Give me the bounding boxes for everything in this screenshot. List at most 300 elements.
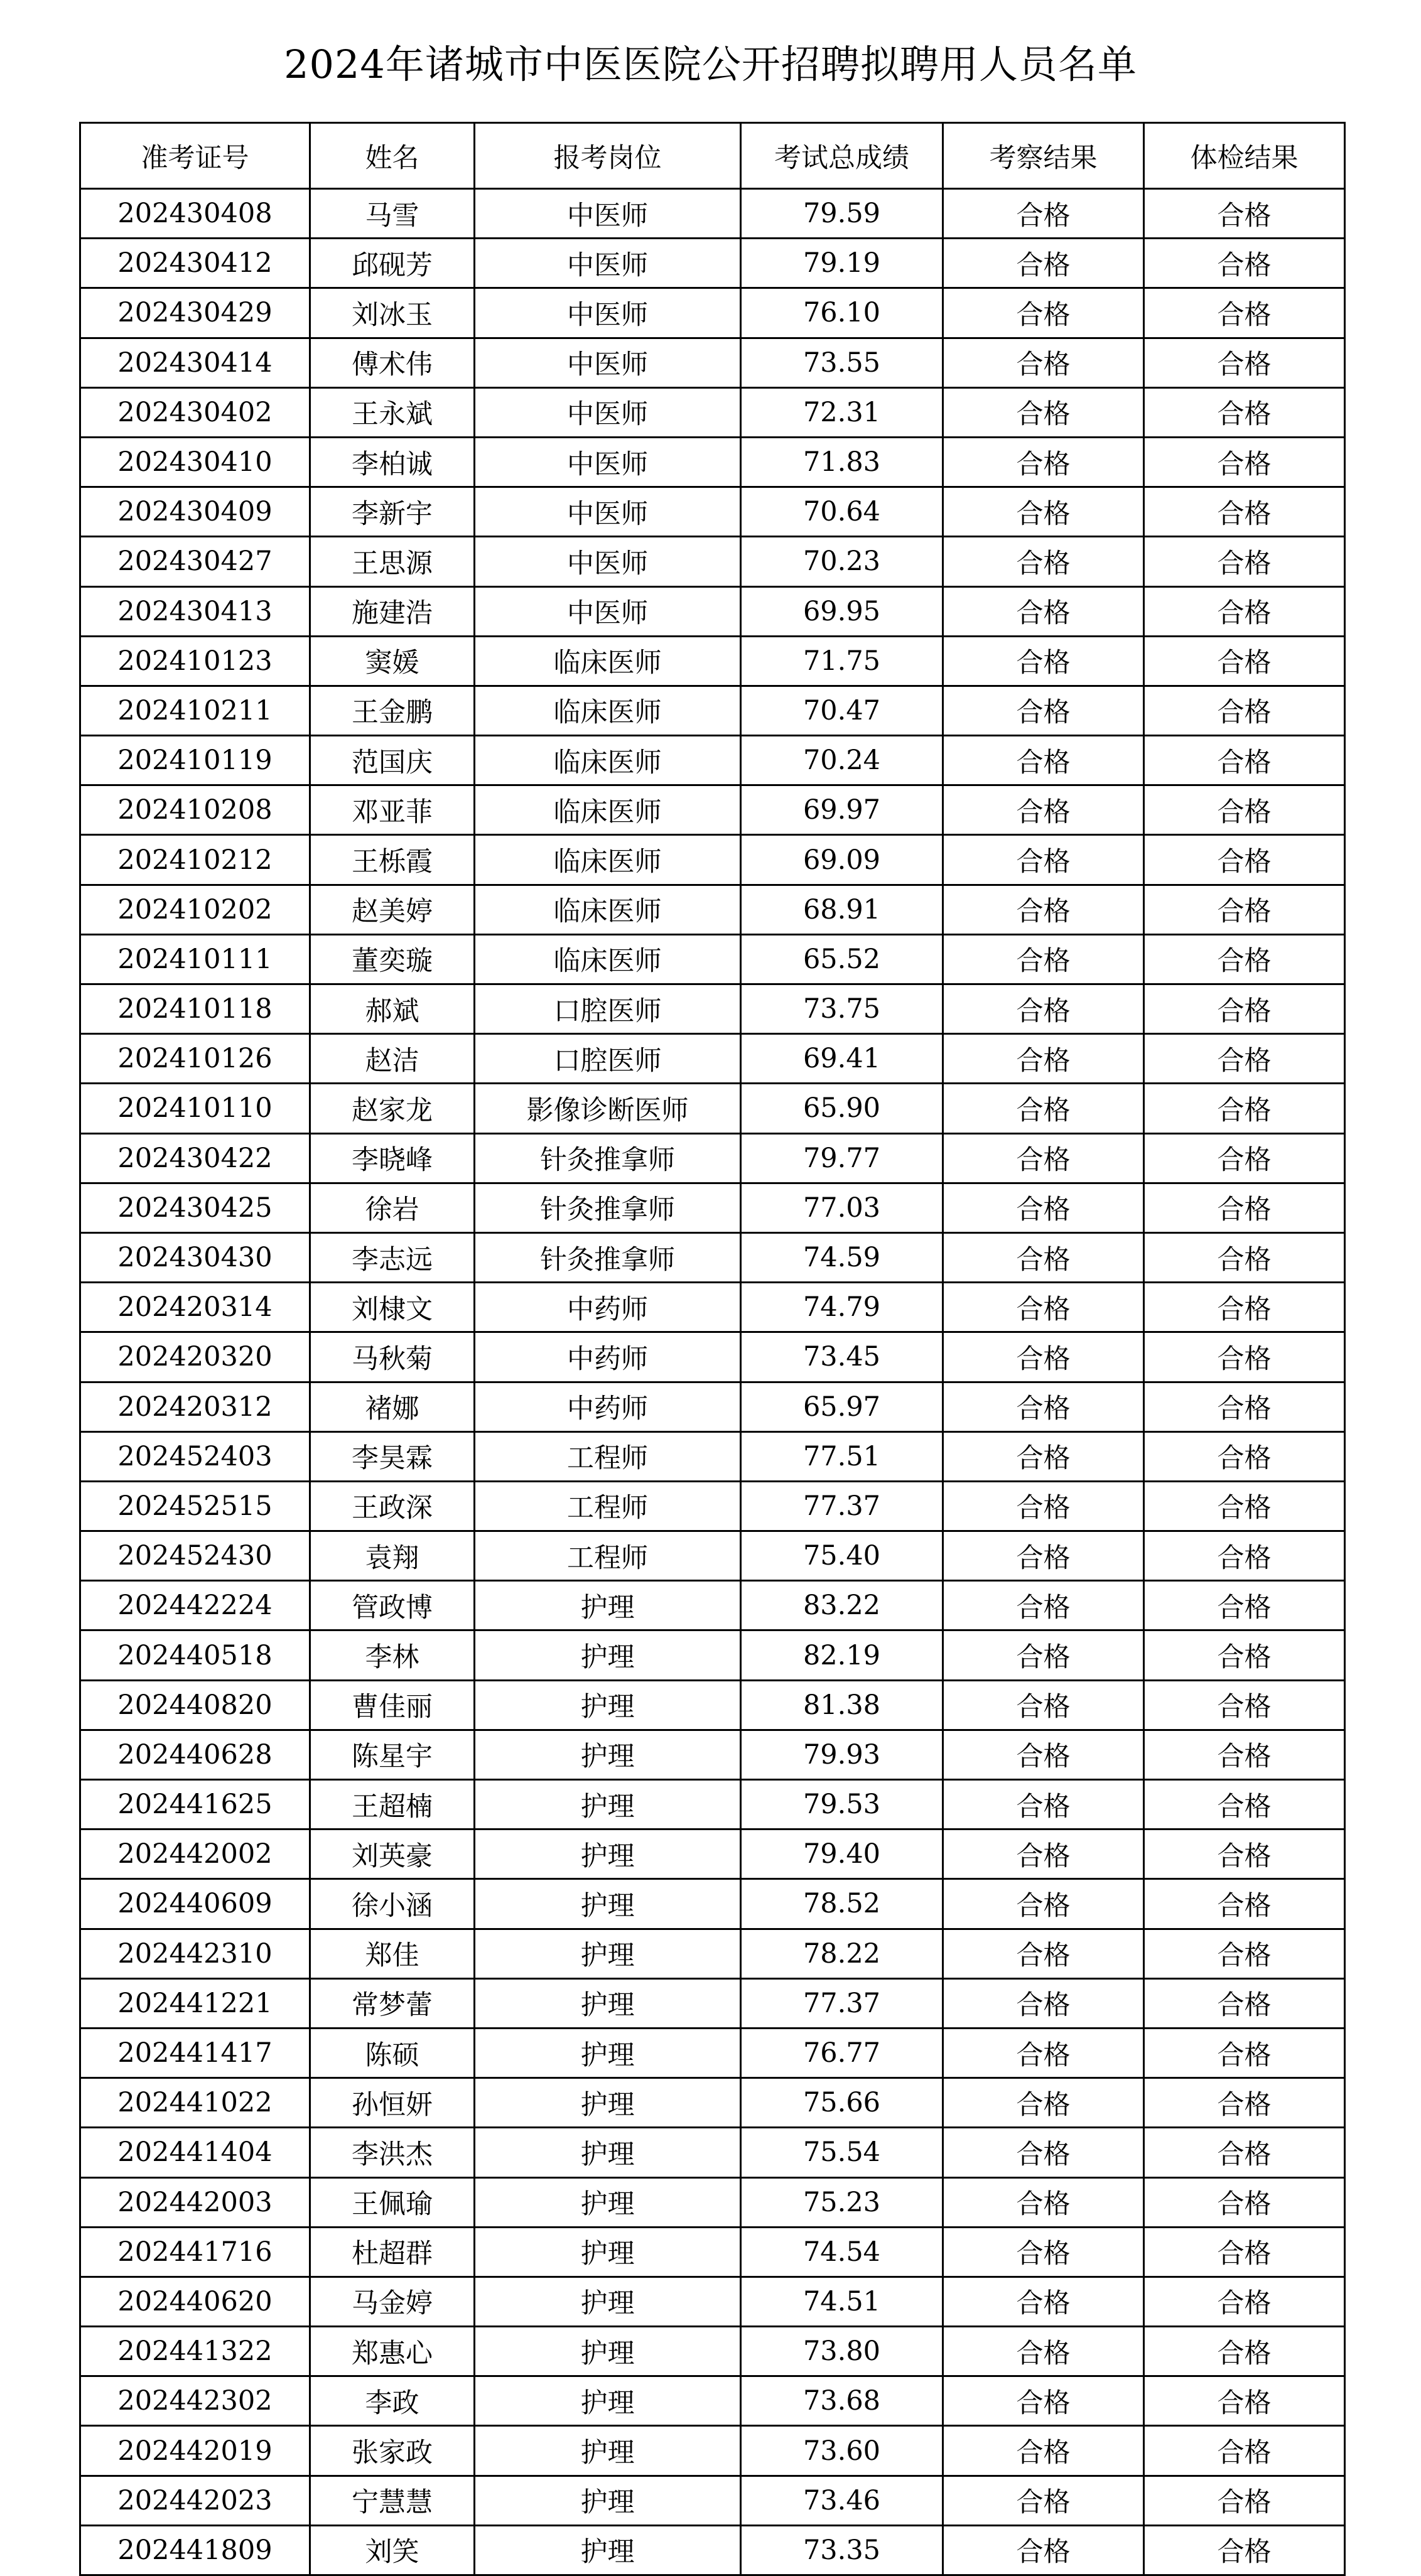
- hire-list-table: [79, 122, 1346, 2576]
- total-score-cell: 71.83: [741, 437, 943, 487]
- table-row: [80, 636, 1345, 686]
- inspection-result-cell: 合格: [943, 1879, 1144, 1929]
- table-row: [80, 1332, 1345, 1382]
- physical-exam-result-cell: 合格: [1144, 934, 1345, 984]
- table-row: [80, 2227, 1345, 2277]
- position-cell: 护理: [475, 2525, 741, 2575]
- table-row: [80, 785, 1345, 835]
- physical-exam-result-cell: 合格: [1144, 487, 1345, 537]
- table-row: [80, 1382, 1345, 1431]
- total-score-cell: 74.51: [741, 2277, 943, 2326]
- inspection-result-cell: 合格: [943, 1630, 1144, 1680]
- exam-id-cell: 202452430: [80, 1531, 310, 1581]
- table-row: [80, 1630, 1345, 1680]
- exam-id-cell: 202430430: [80, 1232, 310, 1282]
- total-score-cell: 79.77: [741, 1133, 943, 1183]
- position-cell: 护理: [475, 1929, 741, 1978]
- column-header-position: 报考岗位: [475, 123, 741, 189]
- name-cell: 孙恒妍: [310, 2078, 475, 2128]
- position-cell: 工程师: [475, 1481, 741, 1531]
- position-cell: 护理: [475, 1581, 741, 1630]
- physical-exam-result-cell: 合格: [1144, 1481, 1345, 1531]
- exam-id-cell: 202430409: [80, 487, 310, 537]
- name-cell: 刘棣文: [310, 1283, 475, 1332]
- physical-exam-result-cell: 合格: [1144, 2177, 1345, 2227]
- physical-exam-result-cell: 合格: [1144, 1730, 1345, 1779]
- exam-id-cell: 202441417: [80, 2028, 310, 2078]
- position-cell: 护理: [475, 1978, 741, 2028]
- exam-id-cell: 202440820: [80, 1680, 310, 1730]
- position-cell: 临床医师: [475, 686, 741, 735]
- physical-exam-result-cell: 合格: [1144, 2426, 1345, 2476]
- name-cell: 邓亚菲: [310, 785, 475, 835]
- name-cell: 李昊霖: [310, 1431, 475, 1481]
- inspection-result-cell: 合格: [943, 1133, 1144, 1183]
- inspection-result-cell: 合格: [943, 636, 1144, 686]
- physical-exam-result-cell: 合格: [1144, 1034, 1345, 1084]
- inspection-result-cell: 合格: [943, 239, 1144, 288]
- table-row: [80, 1034, 1345, 1084]
- name-cell: 郑佳: [310, 1929, 475, 1978]
- physical-exam-result-cell: 合格: [1144, 387, 1345, 437]
- exam-id-cell: 202410119: [80, 736, 310, 785]
- physical-exam-result-cell: 合格: [1144, 2277, 1345, 2326]
- exam-id-cell: 202442302: [80, 2376, 310, 2426]
- table-row: [80, 586, 1345, 636]
- physical-exam-result-cell: 合格: [1144, 2028, 1345, 2078]
- position-cell: 临床医师: [475, 835, 741, 885]
- inspection-result-cell: 合格: [943, 1581, 1144, 1630]
- position-cell: 中药师: [475, 1283, 741, 1332]
- physical-exam-result-cell: 合格: [1144, 1879, 1345, 1929]
- exam-id-cell: 202452403: [80, 1431, 310, 1481]
- position-cell: 针灸推拿师: [475, 1183, 741, 1232]
- name-cell: 董奕璇: [310, 934, 475, 984]
- total-score-cell: 73.60: [741, 2426, 943, 2476]
- exam-id-cell: 202441022: [80, 2078, 310, 2128]
- table-row: [80, 1830, 1345, 1879]
- name-cell: 傅术伟: [310, 338, 475, 387]
- inspection-result-cell: 合格: [943, 586, 1144, 636]
- column-header-inspection-result: 考察结果: [943, 123, 1144, 189]
- table-row: [80, 1232, 1345, 1282]
- position-cell: 护理: [475, 1730, 741, 1779]
- position-cell: 中医师: [475, 288, 741, 338]
- position-cell: 中医师: [475, 586, 741, 636]
- total-score-cell: 77.51: [741, 1431, 943, 1481]
- exam-id-cell: 202410118: [80, 984, 310, 1034]
- exam-id-cell: 202430408: [80, 189, 310, 239]
- inspection-result-cell: 合格: [943, 934, 1144, 984]
- table-body: [80, 189, 1345, 2575]
- total-score-cell: 68.91: [741, 885, 943, 934]
- position-cell: 影像诊断医师: [475, 1084, 741, 1133]
- position-cell: 护理: [475, 2426, 741, 2476]
- position-cell: 临床医师: [475, 636, 741, 686]
- inspection-result-cell: 合格: [943, 1730, 1144, 1779]
- table-row: [80, 2028, 1345, 2078]
- total-score-cell: 73.45: [741, 1332, 943, 1382]
- physical-exam-result-cell: 合格: [1144, 1630, 1345, 1680]
- total-score-cell: 69.09: [741, 835, 943, 885]
- table-row: [80, 288, 1345, 338]
- inspection-result-cell: 合格: [943, 1382, 1144, 1431]
- exam-id-cell: 202442003: [80, 2177, 310, 2227]
- exam-id-cell: 202442023: [80, 2476, 310, 2525]
- name-cell: 李洪杰: [310, 2128, 475, 2177]
- name-cell: 王思源: [310, 537, 475, 586]
- name-cell: 徐小涵: [310, 1879, 475, 1929]
- table-row: [80, 686, 1345, 735]
- total-score-cell: 73.75: [741, 984, 943, 1034]
- table-row: [80, 885, 1345, 934]
- total-score-cell: 70.23: [741, 537, 943, 586]
- table-row: [80, 1978, 1345, 2028]
- total-score-cell: 82.19: [741, 1630, 943, 1680]
- table-row: [80, 1581, 1345, 1630]
- position-cell: 护理: [475, 2227, 741, 2277]
- table-row: [80, 1879, 1345, 1929]
- total-score-cell: 83.22: [741, 1581, 943, 1630]
- total-score-cell: 79.59: [741, 189, 943, 239]
- table-row: [80, 437, 1345, 487]
- table-row: [80, 2476, 1345, 2525]
- inspection-result-cell: 合格: [943, 1332, 1144, 1382]
- exam-id-cell: 202442002: [80, 1830, 310, 1879]
- name-cell: 李志远: [310, 1232, 475, 1282]
- physical-exam-result-cell: 合格: [1144, 1183, 1345, 1232]
- total-score-cell: 79.40: [741, 1830, 943, 1879]
- total-score-cell: 73.35: [741, 2525, 943, 2575]
- exam-id-cell: 202410208: [80, 785, 310, 835]
- position-cell: 护理: [475, 1830, 741, 1879]
- table-row: [80, 1183, 1345, 1232]
- exam-id-cell: 202430414: [80, 338, 310, 387]
- physical-exam-result-cell: 合格: [1144, 1680, 1345, 1730]
- name-cell: 马金婷: [310, 2277, 475, 2326]
- inspection-result-cell: 合格: [943, 2227, 1144, 2277]
- exam-id-cell: 202430427: [80, 537, 310, 586]
- inspection-result-cell: 合格: [943, 686, 1144, 735]
- position-cell: 临床医师: [475, 885, 741, 934]
- table-row: [80, 1680, 1345, 1730]
- inspection-result-cell: 合格: [943, 1680, 1144, 1730]
- position-cell: 中医师: [475, 537, 741, 586]
- table-row: [80, 1283, 1345, 1332]
- exam-id-cell: 202442224: [80, 1581, 310, 1630]
- name-cell: 褚娜: [310, 1382, 475, 1431]
- inspection-result-cell: 合格: [943, 2028, 1144, 2078]
- physical-exam-result-cell: 合格: [1144, 2476, 1345, 2525]
- total-score-cell: 74.79: [741, 1283, 943, 1332]
- physical-exam-result-cell: 合格: [1144, 785, 1345, 835]
- exam-id-cell: 202420312: [80, 1382, 310, 1431]
- total-score-cell: 76.10: [741, 288, 943, 338]
- inspection-result-cell: 合格: [943, 835, 1144, 885]
- table-row: [80, 189, 1345, 239]
- physical-exam-result-cell: 合格: [1144, 1232, 1345, 1282]
- exam-id-cell: 202430425: [80, 1183, 310, 1232]
- inspection-result-cell: 合格: [943, 1531, 1144, 1581]
- inspection-result-cell: 合格: [943, 487, 1144, 537]
- exam-id-cell: 202441221: [80, 1978, 310, 2028]
- physical-exam-result-cell: 合格: [1144, 736, 1345, 785]
- exam-id-cell: 202440518: [80, 1630, 310, 1680]
- total-score-cell: 65.97: [741, 1382, 943, 1431]
- total-score-cell: 70.47: [741, 686, 943, 735]
- physical-exam-result-cell: 合格: [1144, 2376, 1345, 2426]
- name-cell: 窦媛: [310, 636, 475, 686]
- inspection-result-cell: 合格: [943, 1183, 1144, 1232]
- name-cell: 王永斌: [310, 387, 475, 437]
- name-cell: 管政博: [310, 1581, 475, 1630]
- exam-id-cell: 202410212: [80, 835, 310, 885]
- exam-id-cell: 202441322: [80, 2327, 310, 2376]
- name-cell: 马雪: [310, 189, 475, 239]
- position-cell: 中医师: [475, 239, 741, 288]
- position-cell: 中医师: [475, 437, 741, 487]
- total-score-cell: 77.03: [741, 1183, 943, 1232]
- table-header-row: [80, 123, 1345, 189]
- table-row: [80, 487, 1345, 537]
- name-cell: 袁翔: [310, 1531, 475, 1581]
- total-score-cell: 74.54: [741, 2227, 943, 2277]
- inspection-result-cell: 合格: [943, 2476, 1144, 2525]
- total-score-cell: 73.68: [741, 2376, 943, 2426]
- inspection-result-cell: 合格: [943, 338, 1144, 387]
- inspection-result-cell: 合格: [943, 2426, 1144, 2476]
- exam-id-cell: 202430412: [80, 239, 310, 288]
- column-header-physical-exam-result: 体检结果: [1144, 123, 1345, 189]
- exam-id-cell: 202410110: [80, 1084, 310, 1133]
- position-cell: 护理: [475, 2078, 741, 2128]
- total-score-cell: 75.23: [741, 2177, 943, 2227]
- position-cell: 护理: [475, 1780, 741, 1830]
- physical-exam-result-cell: 合格: [1144, 636, 1345, 686]
- table-row: [80, 2177, 1345, 2227]
- position-cell: 针灸推拿师: [475, 1232, 741, 1282]
- table-row: [80, 2327, 1345, 2376]
- inspection-result-cell: 合格: [943, 2078, 1144, 2128]
- table-row: [80, 1084, 1345, 1133]
- inspection-result-cell: 合格: [943, 288, 1144, 338]
- position-cell: 护理: [475, 2476, 741, 2525]
- total-score-cell: 73.46: [741, 2476, 943, 2525]
- position-cell: 中药师: [475, 1382, 741, 1431]
- total-score-cell: 65.52: [741, 934, 943, 984]
- name-cell: 马秋菊: [310, 1332, 475, 1382]
- physical-exam-result-cell: 合格: [1144, 2525, 1345, 2575]
- position-cell: 护理: [475, 1680, 741, 1730]
- total-score-cell: 70.64: [741, 487, 943, 537]
- name-cell: 李新宇: [310, 487, 475, 537]
- table-row: [80, 2376, 1345, 2426]
- name-cell: 郝斌: [310, 984, 475, 1034]
- position-cell: 中医师: [475, 189, 741, 239]
- total-score-cell: 65.90: [741, 1084, 943, 1133]
- total-score-cell: 75.66: [741, 2078, 943, 2128]
- name-cell: 王佩瑜: [310, 2177, 475, 2227]
- name-cell: 刘英豪: [310, 1830, 475, 1879]
- total-score-cell: 77.37: [741, 1481, 943, 1531]
- total-score-cell: 74.59: [741, 1232, 943, 1282]
- table-row: [80, 934, 1345, 984]
- name-cell: 常梦蕾: [310, 1978, 475, 2028]
- position-cell: 护理: [475, 2028, 741, 2078]
- total-score-cell: 69.41: [741, 1034, 943, 1084]
- physical-exam-result-cell: 合格: [1144, 686, 1345, 735]
- position-cell: 护理: [475, 2376, 741, 2426]
- position-cell: 护理: [475, 2277, 741, 2326]
- inspection-result-cell: 合格: [943, 537, 1144, 586]
- inspection-result-cell: 合格: [943, 1481, 1144, 1531]
- exam-id-cell: 202420320: [80, 1332, 310, 1382]
- exam-id-cell: 202410202: [80, 885, 310, 934]
- exam-id-cell: 202442019: [80, 2426, 310, 2476]
- total-score-cell: 75.40: [741, 1531, 943, 1581]
- position-cell: 护理: [475, 1879, 741, 1929]
- total-score-cell: 81.38: [741, 1680, 943, 1730]
- exam-id-cell: 202441625: [80, 1780, 310, 1830]
- inspection-result-cell: 合格: [943, 885, 1144, 934]
- total-score-cell: 71.75: [741, 636, 943, 686]
- total-score-cell: 78.22: [741, 1929, 943, 1978]
- exam-id-cell: 202440628: [80, 1730, 310, 1779]
- table-row: [80, 1780, 1345, 1830]
- physical-exam-result-cell: 合格: [1144, 338, 1345, 387]
- exam-id-cell: 202430402: [80, 387, 310, 437]
- name-cell: 杜超群: [310, 2227, 475, 2277]
- name-cell: 张家政: [310, 2426, 475, 2476]
- physical-exam-result-cell: 合格: [1144, 189, 1345, 239]
- position-cell: 临床医师: [475, 736, 741, 785]
- name-cell: 宁慧慧: [310, 2476, 475, 2525]
- inspection-result-cell: 合格: [943, 1034, 1144, 1084]
- total-score-cell: 78.52: [741, 1879, 943, 1929]
- position-cell: 工程师: [475, 1431, 741, 1481]
- column-header-exam-id: 准考证号: [80, 123, 310, 189]
- total-score-cell: 79.53: [741, 1780, 943, 1830]
- table-row: [80, 2078, 1345, 2128]
- inspection-result-cell: 合格: [943, 1431, 1144, 1481]
- name-cell: 郑惠心: [310, 2327, 475, 2376]
- position-cell: 口腔医师: [475, 1034, 741, 1084]
- physical-exam-result-cell: 合格: [1144, 586, 1345, 636]
- position-cell: 中医师: [475, 387, 741, 437]
- name-cell: 陈硕: [310, 2028, 475, 2078]
- physical-exam-result-cell: 合格: [1144, 1978, 1345, 2028]
- page-title: 2024年诸城市中医医院公开招聘拟聘用人员名单: [284, 41, 1137, 87]
- physical-exam-result-cell: 合格: [1144, 537, 1345, 586]
- name-cell: 赵家龙: [310, 1084, 475, 1133]
- name-cell: 徐岩: [310, 1183, 475, 1232]
- name-cell: 范国庆: [310, 736, 475, 785]
- table-row: [80, 1531, 1345, 1581]
- inspection-result-cell: 合格: [943, 2277, 1144, 2326]
- name-cell: 邱砚芳: [310, 239, 475, 288]
- physical-exam-result-cell: 合格: [1144, 1431, 1345, 1481]
- table-row: [80, 835, 1345, 885]
- name-cell: 刘笑: [310, 2525, 475, 2575]
- physical-exam-result-cell: 合格: [1144, 239, 1345, 288]
- inspection-result-cell: 合格: [943, 2177, 1144, 2227]
- exam-id-cell: 202410123: [80, 636, 310, 686]
- exam-id-cell: 202410126: [80, 1034, 310, 1084]
- position-cell: 护理: [475, 1630, 741, 1680]
- physical-exam-result-cell: 合格: [1144, 2227, 1345, 2277]
- name-cell: 李柏诚: [310, 437, 475, 487]
- physical-exam-result-cell: 合格: [1144, 1332, 1345, 1382]
- physical-exam-result-cell: 合格: [1144, 1283, 1345, 1332]
- total-score-cell: 72.31: [741, 387, 943, 437]
- total-score-cell: 79.19: [741, 239, 943, 288]
- exam-id-cell: 202410211: [80, 686, 310, 735]
- total-score-cell: 79.93: [741, 1730, 943, 1779]
- physical-exam-result-cell: 合格: [1144, 1830, 1345, 1879]
- physical-exam-result-cell: 合格: [1144, 1581, 1345, 1630]
- total-score-cell: 75.54: [741, 2128, 943, 2177]
- name-cell: 施建浩: [310, 586, 475, 636]
- name-cell: 陈星宇: [310, 1730, 475, 1779]
- table-row: [80, 1431, 1345, 1481]
- exam-id-cell: 202430413: [80, 586, 310, 636]
- inspection-result-cell: 合格: [943, 1780, 1144, 1830]
- position-cell: 口腔医师: [475, 984, 741, 1034]
- name-cell: 王金鹏: [310, 686, 475, 735]
- inspection-result-cell: 合格: [943, 2525, 1144, 2575]
- position-cell: 中医师: [475, 487, 741, 537]
- inspection-result-cell: 合格: [943, 2327, 1144, 2376]
- name-cell: 赵美婷: [310, 885, 475, 934]
- table-row: [80, 2277, 1345, 2326]
- table-row: [80, 1133, 1345, 1183]
- physical-exam-result-cell: 合格: [1144, 1929, 1345, 1978]
- physical-exam-result-cell: 合格: [1144, 835, 1345, 885]
- position-cell: 护理: [475, 2327, 741, 2376]
- physical-exam-result-cell: 合格: [1144, 288, 1345, 338]
- inspection-result-cell: 合格: [943, 2128, 1144, 2177]
- exam-id-cell: 202440609: [80, 1879, 310, 1929]
- total-score-cell: 73.80: [741, 2327, 943, 2376]
- inspection-result-cell: 合格: [943, 736, 1144, 785]
- total-score-cell: 76.77: [741, 2028, 943, 2078]
- inspection-result-cell: 合格: [943, 1929, 1144, 1978]
- table-row: [80, 338, 1345, 387]
- exam-id-cell: 202441809: [80, 2525, 310, 2575]
- exam-id-cell: 202430429: [80, 288, 310, 338]
- total-score-cell: 73.55: [741, 338, 943, 387]
- inspection-result-cell: 合格: [943, 785, 1144, 835]
- exam-id-cell: 202441716: [80, 2227, 310, 2277]
- table-row: [80, 2128, 1345, 2177]
- inspection-result-cell: 合格: [943, 1232, 1144, 1282]
- table-row: [80, 537, 1345, 586]
- table-row: [80, 1929, 1345, 1978]
- physical-exam-result-cell: 合格: [1144, 1382, 1345, 1431]
- exam-id-cell: 202430410: [80, 437, 310, 487]
- inspection-result-cell: 合格: [943, 1978, 1144, 2028]
- name-cell: 李晓峰: [310, 1133, 475, 1183]
- physical-exam-result-cell: 合格: [1144, 2327, 1345, 2376]
- inspection-result-cell: 合格: [943, 387, 1144, 437]
- table-row: [80, 1730, 1345, 1779]
- physical-exam-result-cell: 合格: [1144, 1780, 1345, 1830]
- inspection-result-cell: 合格: [943, 1830, 1144, 1879]
- table-row: [80, 736, 1345, 785]
- total-score-cell: 70.24: [741, 736, 943, 785]
- column-header-total-score: 考试总成绩: [741, 123, 943, 189]
- exam-id-cell: 202430422: [80, 1133, 310, 1183]
